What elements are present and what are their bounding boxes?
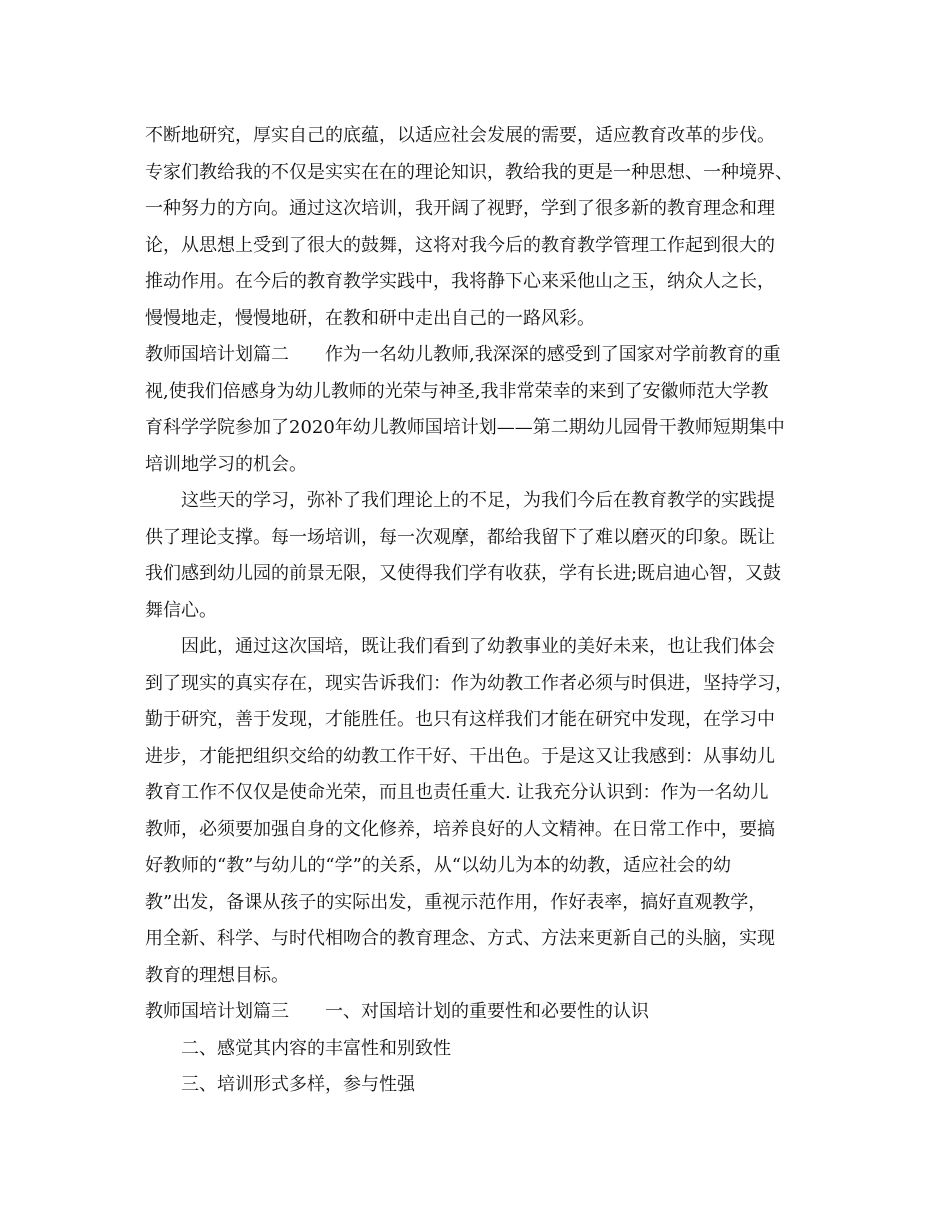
text-line: 推动作用。在今后的教育教学实践中，我将静下心来采他山之玉，纳众人之长， xyxy=(145,271,775,292)
text-line: 培训地学习的机会。 xyxy=(145,453,307,475)
list-item: 三、培训形式多样，参与性强 xyxy=(181,1074,415,1095)
text-line: 育科学学院参加了2020年幼儿教师国培计划——第二期幼儿园骨干教师短期集中 xyxy=(145,417,785,438)
text-line: 到了现实的真实存在，现实告诉我们：作为幼教工作者必须与时俱进，坚持学习， xyxy=(145,672,793,694)
text-line: 论，从思想上受到了很大的鼓舞，这将对我今后的教育教学管理工作起到很大的 xyxy=(145,234,775,256)
text-line: 供了理论支撑。每一场培训，每一次观摩，都给我留下了难以磨灭的印象。既让 xyxy=(145,526,775,548)
text-line: 舞信心。 xyxy=(145,599,217,621)
text-line: 好教师的“教”与幼儿的“学”的关系，从“以幼儿为本的幼教，适应社会的幼 xyxy=(145,855,732,876)
text-line: 勤于研究，善于发现，才能胜任。也只有这样我们才能在研究中发现，在学习中 xyxy=(145,709,775,730)
text-line: 因此，通过这次国培，既让我们看到了幼教事业的美好未来，也让我们体会 xyxy=(181,636,775,657)
section-3-first-line-text: 一、对国培计划的重要性和必要性的认识 xyxy=(325,1001,649,1022)
text-line: 专家们教给我的不仅是实实在在的理论知识，教给我的更是一种思想、一种境界、 xyxy=(145,161,793,183)
text-line: 教育的理想目标。 xyxy=(145,964,289,986)
text-line: 一种努力的方向。通过这次培训，我开阔了视野，学到了很多新的教育理念和理 xyxy=(145,198,775,219)
document-body xyxy=(145,118,805,1104)
text-line: 我们感到幼儿园的前景无限，又使得我们学有收获，学有长进;既启迪心智，又鼓 xyxy=(145,563,782,584)
text-line: 这些天的学习，弥补了我们理论上的不足，为我们今后在教育教学的实践提 xyxy=(181,490,775,511)
section-3-heading: 教师国培计划篇三 xyxy=(145,1001,289,1022)
text-line: 教师，必须要加强自身的文化修养，培养良好的人文精神。在日常工作中，要搞 xyxy=(145,818,775,840)
text-line: 教”出发，备课从孩子的实际出发，重视示范作用，作好表率，搞好直观教学， xyxy=(145,891,767,913)
text-line: 慢慢地走，慢慢地研，在教和研中走出自己的一路风彩。 xyxy=(145,307,595,329)
section-3-first-line xyxy=(145,994,805,1031)
section-2-first-line xyxy=(145,337,805,374)
section-2-heading: 教师国培计划篇二 xyxy=(145,344,289,365)
text-line: 进步，才能把组织交给的幼教工作干好、干出色。于是这又让我感到：从事幼儿 xyxy=(145,745,775,767)
text-line: 视,使我们倍感身为幼儿教师的光荣与神圣,我非常荣幸的来到了安徽师范大学教 xyxy=(145,380,769,402)
text-line: 不断地研究，厚实自己的底蕴，以适应社会发展的需要，适应教育改革的步伐。 xyxy=(145,125,775,146)
text-line: 用全新、科学、与时代相吻合的教育理念、方式、方法来更新自己的头脑，实现 xyxy=(145,928,775,949)
section-2-first-line-text: 作为一名幼儿教师,我深深的感受到了国家对学前教育的重 xyxy=(325,344,781,365)
text-line: 教育工作不仅仅是使命光荣，而且也责任重大. 让我充分认识到：作为一名幼儿 xyxy=(145,782,769,803)
list-item: 二、感觉其内容的丰富性和别致性 xyxy=(181,1037,451,1059)
